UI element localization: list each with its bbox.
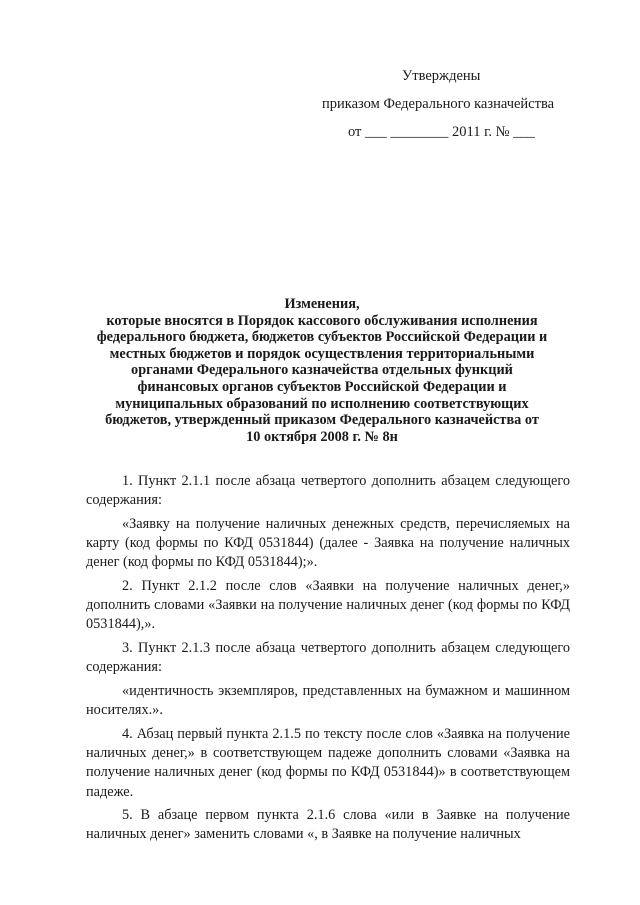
paragraph-1-quote: «Заявку на получение наличных денежных средств, перечисляемых на карту (код формы по КФД 0531844) (далее - Заявка на получение наличных денег (код формы по КФД 0531844);».	[86, 515, 570, 571]
title-line: которые вносятся в Порядок кассового обслуживания исполнения	[106, 312, 538, 329]
title-line: федерального бюджета, бюджетов субъектов Российской Федерации и	[96, 329, 548, 346]
paragraph-1: 1. Пункт 2.1.1 после абзаца четвертого дополнить абзацем следующего содержания:	[86, 473, 570, 509]
document-title	[80, 296, 564, 445]
document-body	[86, 472, 570, 849]
title-line: местных бюджетов и порядок осуществления территориальными	[109, 345, 535, 362]
title-line: финансовых органов субъектов Российской Федерации и	[137, 378, 507, 395]
title-line: муниципальных образований по исполнению соответствующих	[115, 395, 529, 412]
title-line: органами Федерального казначейства отдельных функций	[131, 362, 513, 379]
paragraph-3-quote: «идентичность экземпляров, представленных на бумажном и машинном носителях.».	[86, 683, 570, 719]
title-line: бюджетов, утвержденный приказом Федерального казначейства от	[105, 412, 539, 429]
approval-date-line: от ___ ________ 2011 г. № ___	[348, 124, 535, 140]
approval-heading: Утверждены	[402, 68, 481, 84]
paragraph-3: 3. Пункт 2.1.3 после абзаца четвертого дополнить абзацем следующего содержания:	[86, 640, 570, 676]
paragraph-5: 5. В абзаце первом пункта 2.1.6 слова «или в Заявке на получение наличных денег» заменить словами «, в Заявке на получение наличных	[86, 807, 570, 843]
approval-order-line: приказом Федерального казначейства	[322, 96, 555, 112]
paragraph-2: 2. Пункт 2.1.2 после слов «Заявки на получение наличных денег,» дополнить словами «Заявки на получение наличных денег (код формы по КФД 0531844),».	[86, 578, 570, 633]
title-line: Изменения,	[284, 296, 360, 312]
title-line: 10 октября 2008 г. № 8н	[246, 428, 398, 445]
approval-block	[310, 62, 580, 146]
paragraph-4: 4. Абзац первый пункта 2.1.5 по тексту после слов «Заявка на получение наличных денег,» в соответствующем падеже дополнить словами «Заявка на получение наличных денег (код формы по КФД 0531844)» в соответствующем падеже.	[86, 725, 570, 800]
